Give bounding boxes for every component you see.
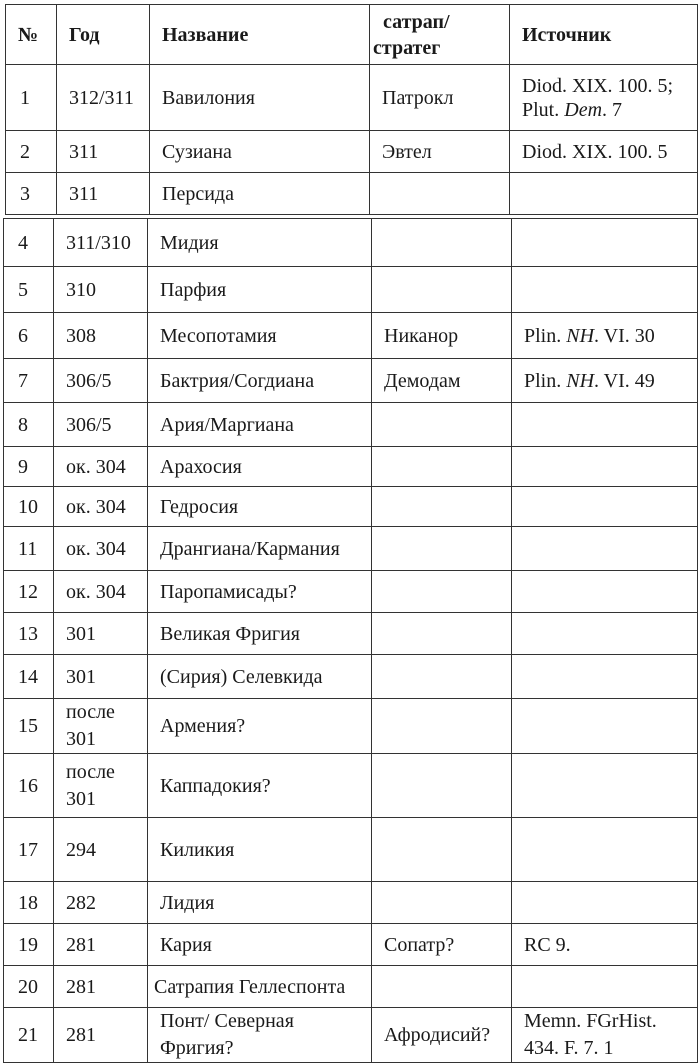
row-satrap xyxy=(372,571,512,613)
table-row xyxy=(6,65,698,131)
row-satrap xyxy=(372,966,512,1008)
row-num: 16 xyxy=(4,754,54,818)
row-year: 306/5 xyxy=(54,359,148,403)
row-year-line2: 301 xyxy=(66,728,96,750)
table-row xyxy=(6,131,698,173)
row-year: 301 xyxy=(54,655,148,699)
row-satrap xyxy=(372,655,512,699)
table-row xyxy=(4,359,698,403)
source-ref: . VI. 49 xyxy=(594,369,655,392)
row-year: 282 xyxy=(54,882,148,924)
row-satrap xyxy=(372,447,512,487)
row-year-line1: после xyxy=(66,701,115,723)
source-work: Dem xyxy=(564,98,603,121)
row-name: Лидия xyxy=(148,882,372,924)
row-name: Кария xyxy=(148,924,372,966)
row-year: 281 xyxy=(54,1008,148,1063)
row-name: Паропамисады? xyxy=(148,571,372,613)
row-source xyxy=(512,613,698,655)
row-name: Парфия xyxy=(148,267,372,313)
row-name-line1: Понт/ Северная xyxy=(160,1010,294,1032)
row-source-line2: 434. F. 7. 1 xyxy=(524,1037,614,1059)
row-source xyxy=(512,487,698,527)
row-name: Армения? xyxy=(148,699,372,754)
table-row xyxy=(4,267,698,313)
row-source: Diod. XIX. 100. 5 xyxy=(510,131,698,173)
row-num: 17 xyxy=(4,818,54,882)
row-name: Каппадокия? xyxy=(148,754,372,818)
header-year: Год xyxy=(57,5,150,65)
row-source xyxy=(512,818,698,882)
row-num: 1 xyxy=(6,65,57,131)
row-num: 2 xyxy=(6,131,57,173)
row-satrap xyxy=(372,219,512,267)
header-satrap-line1: сатрап/ xyxy=(383,11,450,33)
row-satrap xyxy=(372,818,512,882)
table-row xyxy=(4,966,698,1008)
table-row xyxy=(4,818,698,882)
row-satrap: Патрокл xyxy=(370,65,510,131)
row-year: ок. 304 xyxy=(54,487,148,527)
row-num: 19 xyxy=(4,924,54,966)
row-name-line2: Фригия? xyxy=(160,1037,234,1059)
table-row xyxy=(4,754,698,818)
row-source-line1: Memn. FGrHist. xyxy=(524,1010,657,1032)
row-source xyxy=(512,313,698,359)
row-year: 294 xyxy=(54,818,148,882)
row-satrap xyxy=(372,613,512,655)
header-satrap-line2: стратег xyxy=(373,37,441,59)
row-num: 18 xyxy=(4,882,54,924)
table-row xyxy=(4,1008,698,1063)
row-year: 306/5 xyxy=(54,403,148,447)
row-source xyxy=(512,1008,698,1063)
row-name: Вавилония xyxy=(150,65,370,131)
row-year xyxy=(54,754,148,818)
row-source xyxy=(512,882,698,924)
row-satrap xyxy=(372,487,512,527)
row-num: 11 xyxy=(4,527,54,571)
row-source xyxy=(512,219,698,267)
table-row xyxy=(4,613,698,655)
row-name: Великая Фригия xyxy=(148,613,372,655)
row-name: Персида xyxy=(150,173,370,215)
row-satrap xyxy=(370,173,510,215)
row-satrap xyxy=(372,699,512,754)
row-num: 15 xyxy=(4,699,54,754)
row-source xyxy=(512,754,698,818)
header-name: Название xyxy=(150,5,370,65)
row-num: 9 xyxy=(4,447,54,487)
row-num: 14 xyxy=(4,655,54,699)
row-source xyxy=(510,173,698,215)
row-name: Сатрапия Геллеспонта xyxy=(148,966,372,1008)
row-satrap: Афродисий? xyxy=(372,1008,512,1063)
row-name: Месопотамия xyxy=(148,313,372,359)
row-satrap xyxy=(372,403,512,447)
header-num: № xyxy=(6,5,57,65)
row-source xyxy=(510,65,698,131)
satrapies-table-bottom xyxy=(3,218,698,1063)
row-name: Сузиана xyxy=(150,131,370,173)
row-satrap: Эвтел xyxy=(370,131,510,173)
table-row xyxy=(4,447,698,487)
row-source xyxy=(512,527,698,571)
row-year: ок. 304 xyxy=(54,571,148,613)
row-source xyxy=(512,447,698,487)
source-ref: . 7 xyxy=(602,98,623,121)
source-author: Plut. xyxy=(522,98,565,121)
satrapies-table-top xyxy=(5,4,698,215)
row-num: 10 xyxy=(4,487,54,527)
row-num: 5 xyxy=(4,267,54,313)
table-row xyxy=(4,571,698,613)
row-num: 13 xyxy=(4,613,54,655)
row-num: 8 xyxy=(4,403,54,447)
table-row xyxy=(4,924,698,966)
source-work: NH xyxy=(566,369,595,392)
row-year: 308 xyxy=(54,313,148,359)
header-satrap xyxy=(370,5,510,65)
row-year: 281 xyxy=(54,924,148,966)
row-satrap: Демодам xyxy=(372,359,512,403)
row-num: 6 xyxy=(4,313,54,359)
row-name: Киликия xyxy=(148,818,372,882)
table-row xyxy=(6,173,698,215)
row-source xyxy=(512,359,698,403)
row-source-line1: Diod. XIX. 100. 5; xyxy=(522,74,674,97)
source-work: NH xyxy=(566,324,595,347)
table-row xyxy=(4,313,698,359)
row-name: Арахосия xyxy=(148,447,372,487)
row-source xyxy=(512,966,698,1008)
row-source xyxy=(512,699,698,754)
row-name: (Сирия) Селевкида xyxy=(148,655,372,699)
row-year: 281 xyxy=(54,966,148,1008)
table-header-row xyxy=(6,5,698,65)
row-satrap xyxy=(372,754,512,818)
row-num: 21 xyxy=(4,1008,54,1063)
row-num: 20 xyxy=(4,966,54,1008)
row-name: Ария/Маргиана xyxy=(148,403,372,447)
table-row xyxy=(4,487,698,527)
row-source xyxy=(512,403,698,447)
table-row xyxy=(4,219,698,267)
row-source xyxy=(512,267,698,313)
row-satrap xyxy=(372,527,512,571)
source-author: Plin. xyxy=(524,324,567,347)
row-year: 311/310 xyxy=(54,219,148,267)
table-row xyxy=(4,882,698,924)
row-source xyxy=(512,655,698,699)
row-source xyxy=(512,571,698,613)
row-satrap xyxy=(372,267,512,313)
row-year: 312/311 xyxy=(57,65,150,131)
header-source: Источник xyxy=(510,5,698,65)
row-year-line1: после xyxy=(66,760,115,783)
row-satrap: Сопатр? xyxy=(372,924,512,966)
row-source-line2 xyxy=(522,98,697,122)
table-row xyxy=(4,699,698,754)
row-year: 311 xyxy=(57,131,150,173)
row-satrap xyxy=(372,882,512,924)
row-name: Бактрия/Согдиана xyxy=(148,359,372,403)
source-author: Plin. xyxy=(524,369,567,392)
row-name: Гедросия xyxy=(148,487,372,527)
row-num: 4 xyxy=(4,219,54,267)
table-body xyxy=(4,219,698,1063)
row-num: 3 xyxy=(6,173,57,215)
row-source: RC 9. xyxy=(512,924,698,966)
row-year: 311 xyxy=(57,173,150,215)
row-year: 310 xyxy=(54,267,148,313)
row-year-line2: 301 xyxy=(66,787,96,810)
row-satrap: Никанор xyxy=(372,313,512,359)
row-year: 301 xyxy=(54,613,148,655)
table-row xyxy=(4,655,698,699)
row-num: 7 xyxy=(4,359,54,403)
row-name xyxy=(148,1008,372,1063)
row-num: 12 xyxy=(4,571,54,613)
table-row xyxy=(4,403,698,447)
source-ref: . VI. 30 xyxy=(594,324,655,347)
table-row xyxy=(4,527,698,571)
row-name: Мидия xyxy=(148,219,372,267)
row-year xyxy=(54,699,148,754)
row-name: Дрангиана/Кармания xyxy=(148,527,372,571)
row-year: ок. 304 xyxy=(54,527,148,571)
row-year: ок. 304 xyxy=(54,447,148,487)
